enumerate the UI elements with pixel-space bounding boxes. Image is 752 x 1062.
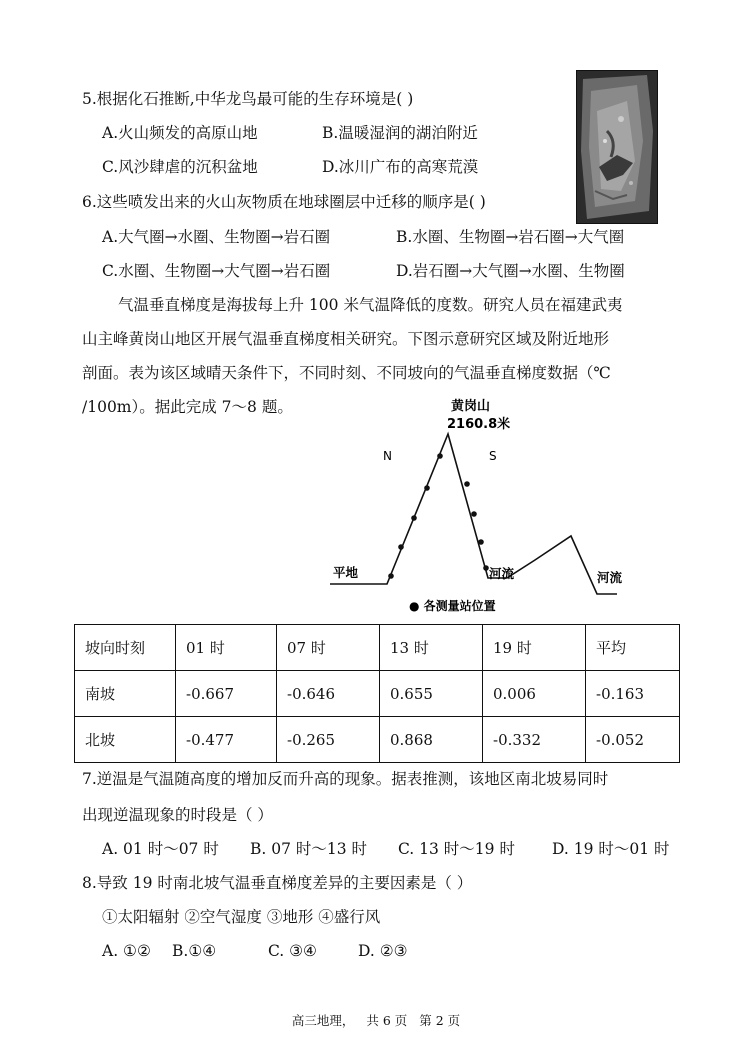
table-header-cell: 坡向时刻 [75, 625, 176, 671]
flat-land-label: 平地 [333, 565, 359, 580]
river-label-2: 河流 [597, 570, 623, 585]
intro-line-2: 山主峰黄岗山地区开展气温垂直梯度相关研究。下图示意研究区域及附近地形 [82, 330, 610, 348]
q7-option-d: D. 19 时～01 时 [552, 840, 670, 858]
table-cell: -0.163 [586, 671, 680, 717]
table-cell: 南坡 [75, 671, 176, 717]
table-cell: 0.868 [380, 717, 483, 763]
station-dot [398, 544, 404, 550]
q5-stem: 5.根据化石推断,中华龙鸟最可能的生存环境是( ) [82, 90, 414, 108]
footer-page-number: 第 2 页 [419, 1013, 461, 1028]
station-dot [424, 485, 430, 491]
q6-option-c: C.水圈、生物圈→大气圈→岩石圈 [102, 262, 331, 280]
station-dot [388, 573, 394, 579]
north-label: N [383, 449, 392, 463]
table-cell: -0.646 [277, 671, 380, 717]
station-dot [483, 565, 489, 571]
measurement-stations [388, 453, 489, 579]
station-dot [464, 481, 470, 487]
q6-option-a: A.大气圈→水圈、生物圈→岩石圈 [102, 228, 331, 246]
table-cell: -0.265 [277, 717, 380, 763]
station-dot [411, 515, 417, 521]
q7-stem-line-1: 7.逆温是气温随高度的增加反而升高的现象。据表推测，该地区南北坡易同时 [82, 770, 609, 788]
table-header-cell: 07 时 [277, 625, 380, 671]
q5-option-a: A.火山频发的高原山地 [102, 124, 258, 142]
q6-stem: 6.这些喷发出来的火山灰物质在地球圈层中迁移的顺序是( ) [82, 193, 486, 211]
table-cell: 0.006 [483, 671, 586, 717]
station-dot [471, 511, 477, 517]
q8-option-a: A. ①② [102, 942, 151, 960]
table-header-cell: 19 时 [483, 625, 586, 671]
q5-option-b: B.温暖湿润的湖泊附近 [322, 124, 478, 142]
table-cell: 0.655 [380, 671, 483, 717]
q5-option-c: C.风沙肆虐的沉积盆地 [102, 158, 258, 176]
q7-option-a: A. 01 时～07 时 [102, 840, 219, 858]
q8-factors: ①太阳辐射 ②空气湿度 ③地形 ④盛行风 [102, 908, 381, 926]
river-label-1: 河流 [489, 566, 515, 581]
fossil-photo [576, 70, 658, 224]
q7-option-c: C. 13 时～19 时 [398, 840, 515, 858]
q8-option-d: D. ②③ [358, 942, 408, 960]
q5-option-d: D.冰川广布的高寒荒漠 [322, 158, 479, 176]
peak-name-label: 黄岗山 [451, 399, 491, 414]
intro-line-4: /100m）。据此完成 7～8 题。 [82, 398, 293, 416]
station-dot [478, 539, 484, 545]
table-header-cell: 13 时 [380, 625, 483, 671]
south-label: S [489, 449, 497, 463]
table-row [75, 671, 680, 717]
table-cell: 北坡 [75, 717, 176, 763]
q6-option-b: B.水圈、生物圈→岩石圈→大气圈 [396, 228, 625, 246]
table-cell: -0.052 [586, 717, 680, 763]
q6-option-d: D.岩石圈→大气圈→水圈、生物圈 [396, 262, 625, 280]
peak-height-label: 2160.8米 [447, 417, 511, 432]
footer-subject: 高三地理， [291, 1013, 355, 1028]
q7-option-b: B. 07 时～13 时 [250, 840, 368, 858]
q8-option-b: B.①④ [172, 942, 217, 960]
footer-total-pages: 共 6 页 [366, 1013, 408, 1028]
q8-option-c: C. ③④ [268, 942, 317, 960]
table-cell: -0.667 [176, 671, 277, 717]
terrain-profile-diagram [325, 396, 625, 618]
table-cell: -0.477 [176, 717, 277, 763]
station-legend: ● 各测量站位置 [409, 599, 496, 613]
intro-line-3: 剖面。表为该区域晴天条件下，不同时刻、不同坡向的气温垂直梯度数据（℃ [82, 364, 611, 382]
station-dot [437, 453, 443, 459]
table-header-row [75, 625, 680, 671]
table-row [75, 717, 680, 763]
q7-stem-line-2: 出现逆温现象的时段是（ ） [82, 806, 273, 824]
table-header-cell: 平均 [586, 625, 680, 671]
table-cell: -0.332 [483, 717, 586, 763]
page-footer [0, 1012, 752, 1030]
q8-stem: 8.导致 19 时南北坡气温垂直梯度差异的主要因素是（ ） [82, 874, 473, 892]
intro-line-1: 气温垂直梯度是海拔每上升 100 米气温降低的度数。研究人员在福建武夷 [118, 296, 623, 314]
table-header-cell: 01 时 [176, 625, 277, 671]
gradient-data-table [74, 624, 680, 763]
